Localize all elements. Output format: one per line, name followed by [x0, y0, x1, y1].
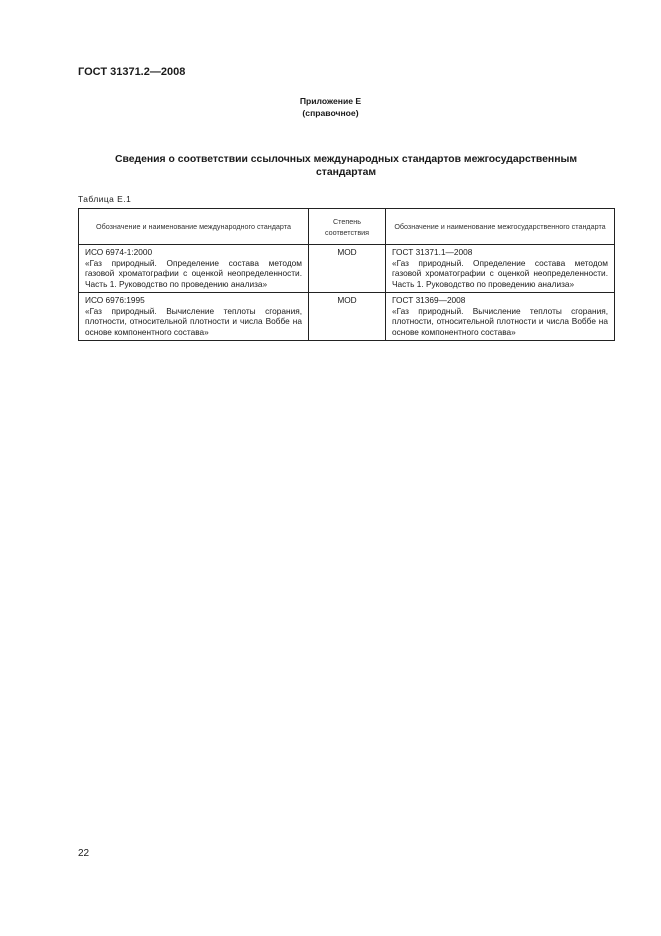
international-standard-code: ИСО 6976:1995 — [85, 294, 145, 305]
table-row — [79, 292, 615, 340]
column-header-interstate: Обозначение и наименование межгосударственного стандарта — [386, 209, 615, 245]
column-header-degree: Степень соответствия — [309, 209, 386, 245]
annex-title: Приложение Е — [299, 96, 362, 106]
international-standard-name: «Газ природный. Вычисление теплоты сгорания, плотности, относительной плотности и числа Воббе на основе компонентного состава» — [85, 305, 302, 337]
section-title: Сведения о соответствии ссылочных международных стандартов межгосударственным стандартам — [114, 154, 578, 178]
degree-cell: MOD — [309, 292, 386, 340]
column-header-international: Обозначение и наименование международного стандарта — [79, 209, 309, 245]
document-code: ГОСТ 31371.2—2008 — [78, 66, 186, 78]
page-number: 22 — [78, 848, 90, 859]
table-header-row — [79, 209, 615, 245]
international-standard-cell — [79, 292, 309, 340]
interstate-standard-code: ГОСТ 31371.1—2008 — [392, 247, 473, 257]
table-caption: Таблица Е.1 — [78, 194, 132, 204]
interstate-standard-code: ГОСТ 31369—2008 — [392, 294, 466, 305]
annex-note: (справочное) — [302, 108, 359, 118]
interstate-standard-name: «Газ природный. Определение состава методом газовой хроматографии с оценкой неопределенности. Часть 1. Руководство по проведению анализа» — [392, 257, 608, 290]
international-standard-name: «Газ природный. Определение состава методом газовой хроматографии с оценкой неопределенности. Часть 1. Руководство по проведению анализа» — [85, 257, 302, 290]
international-standard-cell — [79, 245, 309, 293]
reference-standards-table — [78, 208, 615, 341]
interstate-standard-cell — [386, 292, 615, 340]
degree-cell: MOD — [309, 245, 386, 293]
international-standard-code: ИСО 6974-1:2000 — [85, 247, 153, 257]
interstate-standard-name: «Газ природный. Вычисление теплоты сгорания, плотности, относительной плотности и числа Воббе на основе компонентного состава» — [392, 305, 608, 337]
annex-heading — [0, 95, 661, 119]
interstate-standard-cell — [386, 245, 615, 293]
table-row — [79, 245, 615, 293]
